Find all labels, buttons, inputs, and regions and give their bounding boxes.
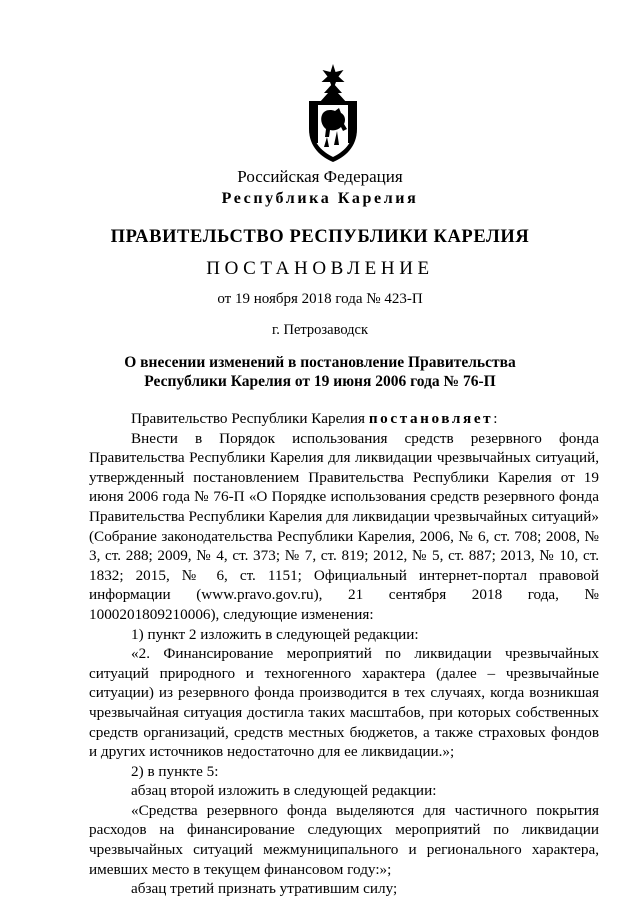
- document-title: [0, 353, 640, 391]
- coat-of-arms-karelia-icon: [297, 63, 369, 163]
- document-title-line: Республики Карелия от 19 июня 2006 года № 76-П: [144, 373, 496, 390]
- body-paragraph: «2. Финансирование мероприятий по ликвидации чрезвычайных ситуаций природного и техногенного характера (далее – чрезвычайные ситуации) из резервного фонда производится в тех случаях, когда возникшая чрезвычайная ситуация достигла таких масштабов, при которых собственных средств организаций, средств местных бюджетов, а также страховых фондов и других источников недостаточно для ее ликвидации.»;: [89, 645, 599, 761]
- intro-paragraph: [89, 409, 599, 429]
- intro-lead: Правительство Республики Карелия: [131, 410, 369, 427]
- body-paragraph: абзац второй изложить в следующей редакции:: [131, 782, 437, 800]
- document-date: от 19 ноября 2018 года № 423-П: [217, 291, 423, 307]
- government-name: ПРАВИТЕЛЬСТВО РЕСПУБЛИКИ КАРЕЛИЯ: [110, 227, 530, 247]
- document-type: ПОСТАНОВЛЕНИЕ: [206, 258, 434, 279]
- document-city: г. Петрозаводск: [271, 322, 369, 338]
- document-title-line: О внесении изменений в постановление Правительства: [124, 354, 516, 371]
- document-body: [89, 409, 599, 899]
- country-name: Российская Федерация: [237, 167, 403, 186]
- body-paragraph: Внести в Порядок использования средств резервного фонда Правительства Республики Карелия для ликвидации чрезвычайных ситуаций, утвержденный постановлением Правительства Республики Карелия от 19 июня 2006 года № 76-П «О Порядке использования средств резервного фонда Правительства Республики Карелия для ликвидации чрезвычайных ситуаций» (Собрание законодательства Республики Карелия, 2006, № 6, ст. 708; 2008, № 3, ст. 288; 2009, № 4, ст. 373; № 7, ст. 819; 2012, № 5, ст. 887; 2013, № 10, ст. 1832; 2015, № 6, ст. 1151; Официальный интернет-портал правовой информации (www.pravo.gov.ru), 21 сентября 2018 года, № 1000201809210006), следующие изменения:: [89, 429, 599, 623]
- body-paragraph: абзац третий признать утратившим силу;: [131, 880, 398, 898]
- republic-name: Республика Карелия: [221, 190, 419, 207]
- intro-tail: :: [493, 410, 498, 427]
- intro-emphasis: постановляет: [368, 410, 494, 427]
- body-paragraph: 2) в пункте 5:: [131, 762, 219, 780]
- body-paragraph: «Средства резервного фонда выделяются для частичного покрытия расходов на финансирование следующих мероприятий по ликвидации чрезвычайных ситуаций межмуниципального и регионального характера, имевших место в текущем финансовом году:»;: [89, 801, 599, 878]
- body-paragraph: 1) пункт 2 изложить в следующей редакции:: [131, 625, 419, 643]
